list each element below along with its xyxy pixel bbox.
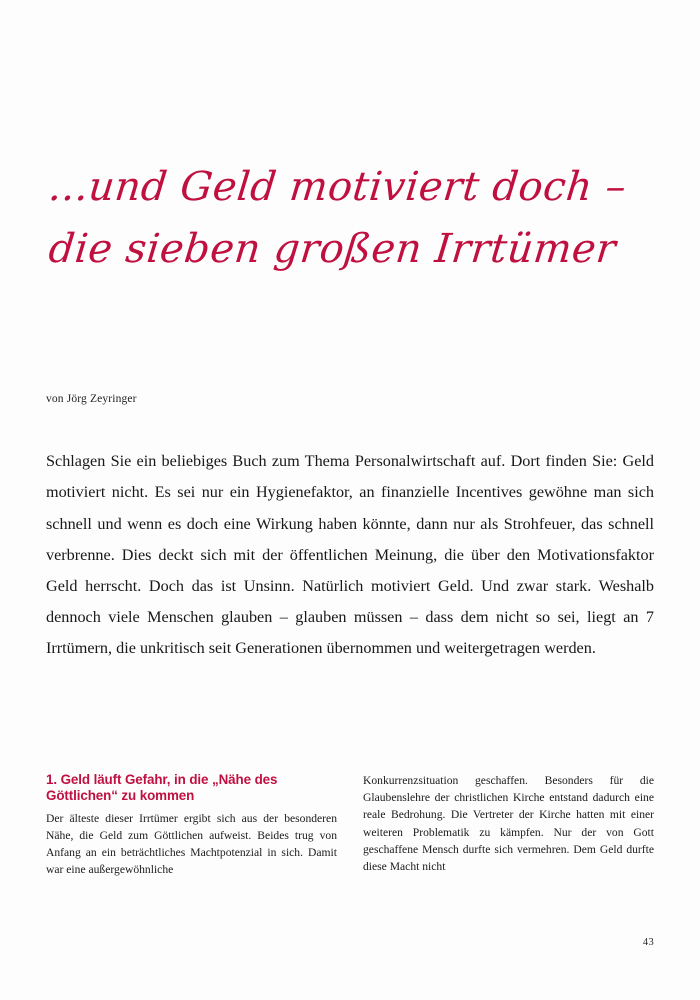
- body-text-right: Konkurrenzsituation geschaffen. Besonders für die Glaubenslehre der christlichen Kirche entstand dadurch eine reale Bedrohung. Die Vertreter der Kirche hatten mit einer weiteren Problematik zu kämpfen. Nur der von Gott geschaffene Mensch durfte sich vermehren. Dem Geld durfte diese Macht nicht: [363, 774, 654, 874]
- body-column-right: [363, 772, 654, 879]
- article-title-line-1: ...und Geld motiviert doch –: [46, 164, 629, 210]
- body-text-left: Der älteste dieser Irrtümer ergibt sich aus der besonderen Nähe, die Geld zum Göttlichen aufweist. Beides trug von Anfang an ein beträchtliches Machtpotenzial in sich. Damit war eine außergewöhnliche: [46, 811, 337, 877]
- article-byline: von Jörg Zeyringer: [46, 393, 137, 405]
- article-body-columns: [46, 772, 654, 879]
- article-lead-paragraph: Schlagen Sie ein beliebiges Buch zum Thema Personalwirtschaft auf. Dort finden Sie: Geld motiviert nicht. Es sei nur ein Hygienefaktor, an finanzielle Incentives gewöhne man sich schnell und wenn es doch eine Wirkung haben könnte, dann nur als Strohfeuer, das schnell verbrenne. Dies deckt sich mit der öffentlichen Meinung, die über den Motivationsfaktor Geld herrscht. Doch das ist Unsinn. Natürlich motiviert Geld. Und zwar stark. Weshalb dennoch viele Menschen glauben – glauben müssen – dass dem nicht so sei, liegt an 7 Irrtümern, die unkritisch seit Generationen übernommen und weitergetragen werden.: [46, 452, 654, 658]
- section-heading-1: 1. Geld läuft Gefahr, in die „Nähe des Göttlichen“ zu kommen: [46, 772, 278, 804]
- article-title-line-2: die sieben großen Irrtümer: [46, 226, 619, 272]
- page-number: 43: [642, 937, 654, 948]
- article-title: [46, 158, 656, 278]
- body-column-left: [46, 772, 337, 879]
